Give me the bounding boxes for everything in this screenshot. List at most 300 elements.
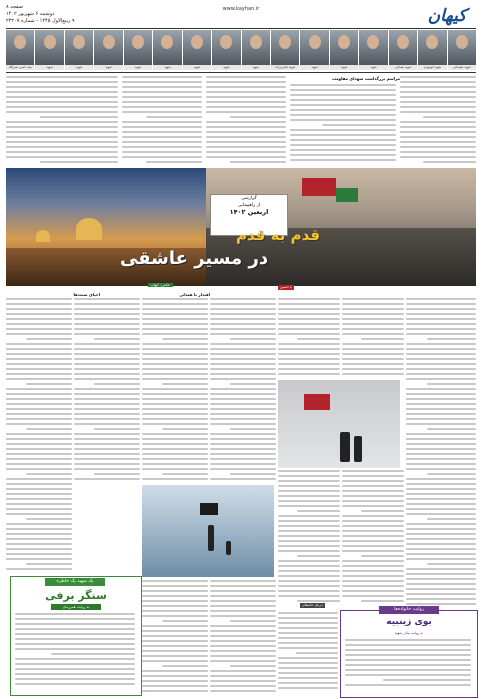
text-line — [206, 91, 286, 93]
text-line — [406, 343, 476, 345]
text-line — [406, 503, 476, 505]
text-line — [74, 333, 140, 335]
text-line — [26, 518, 72, 520]
text-line — [206, 86, 286, 88]
text-line — [342, 540, 404, 542]
text-line — [210, 645, 276, 647]
text-line — [406, 538, 476, 540]
martyr-portrait — [183, 30, 211, 70]
text-line — [210, 333, 276, 335]
text-line — [290, 109, 396, 111]
text-line — [290, 159, 396, 161]
text-line — [122, 156, 202, 158]
text-line — [278, 495, 340, 497]
portrait-face — [456, 35, 468, 49]
text-line — [345, 644, 471, 646]
text-line — [297, 338, 340, 340]
text-column — [210, 580, 276, 695]
text-line — [342, 495, 404, 497]
text-line — [142, 298, 208, 300]
text-line — [122, 126, 202, 128]
text-line — [210, 393, 276, 395]
text-line — [230, 428, 276, 430]
text-line — [400, 101, 476, 103]
text-line — [210, 443, 276, 445]
text-line — [74, 468, 140, 470]
text-line — [210, 610, 276, 612]
text-line — [142, 685, 208, 687]
martyr-portrait — [271, 30, 299, 70]
text-line — [406, 388, 476, 390]
text-line — [210, 323, 276, 325]
text-line — [406, 573, 476, 575]
text-line — [142, 373, 208, 375]
text-line — [142, 453, 208, 455]
text-line — [122, 91, 202, 93]
text-line — [278, 682, 338, 684]
text-line — [427, 473, 476, 475]
hero-headline-1: قدم به قدم — [236, 226, 321, 244]
text-line — [290, 89, 396, 91]
text-line — [278, 363, 340, 365]
martyr-portrait — [330, 30, 358, 70]
text-line — [278, 612, 338, 614]
text-line — [74, 423, 140, 425]
text-line — [6, 313, 72, 315]
text-line — [142, 625, 208, 627]
text-line — [297, 510, 340, 512]
text-line — [400, 76, 476, 78]
kids-caption: با حسین — [280, 285, 293, 289]
text-line — [406, 583, 476, 585]
site-url[interactable]: www.kayhan.ir — [222, 6, 260, 12]
text-line — [74, 443, 140, 445]
text-line — [278, 318, 340, 320]
text-line — [74, 403, 140, 405]
portrait-face — [250, 35, 262, 49]
text-line — [74, 458, 140, 460]
text-line — [400, 106, 476, 108]
text-line — [361, 338, 404, 340]
text-line — [122, 76, 202, 78]
text-line — [15, 618, 135, 620]
text-line — [210, 298, 276, 300]
text-line — [278, 667, 338, 669]
text-line — [142, 655, 208, 657]
purple-box-banner: روایت خانواده‌ها — [379, 606, 439, 614]
text-line — [210, 660, 276, 662]
text-line — [400, 136, 476, 138]
martyr-portrait — [418, 30, 446, 70]
text-line — [6, 533, 72, 535]
text-line — [142, 388, 208, 390]
text-line — [400, 131, 476, 133]
text-line — [122, 81, 202, 83]
text-line — [230, 473, 276, 475]
ya-hussein-flag — [304, 394, 330, 410]
text-line — [406, 578, 476, 580]
text-line — [406, 598, 476, 600]
text-line — [142, 393, 208, 395]
text-line — [210, 463, 276, 465]
text-line — [6, 348, 72, 350]
text-line — [278, 368, 340, 370]
portrait-rule — [6, 72, 476, 73]
text-line — [94, 383, 140, 385]
text-line — [290, 114, 396, 116]
text-line — [74, 353, 140, 355]
text-column — [342, 298, 404, 378]
text-line — [278, 642, 338, 644]
text-line — [6, 448, 72, 450]
text-line — [278, 590, 340, 592]
text-line — [342, 560, 404, 562]
text-line — [345, 659, 471, 661]
text-line — [15, 658, 135, 660]
text-line — [122, 141, 202, 143]
text-line — [210, 453, 276, 455]
portrait-caption: شهید — [300, 65, 328, 70]
text-line — [278, 530, 340, 532]
text-line — [210, 625, 276, 627]
text-line — [406, 453, 476, 455]
text-line — [6, 343, 72, 345]
text-line — [142, 433, 208, 435]
text-line — [210, 303, 276, 305]
portrait-face — [367, 35, 379, 49]
text-line — [406, 478, 476, 480]
text-line — [278, 637, 338, 639]
text-line — [406, 303, 476, 305]
text-line — [406, 533, 476, 535]
text-line — [6, 553, 72, 555]
text-line — [210, 650, 276, 652]
text-line — [206, 81, 286, 83]
text-line — [206, 121, 286, 123]
text-line — [210, 635, 276, 637]
text-line — [15, 683, 135, 685]
text-line — [230, 338, 276, 340]
text-line — [342, 570, 404, 572]
text-line — [26, 473, 72, 475]
text-line — [406, 448, 476, 450]
text-line — [210, 388, 276, 390]
text-line — [142, 468, 208, 470]
text-line — [6, 408, 72, 410]
martyr-portrait — [242, 30, 270, 70]
text-line — [74, 408, 140, 410]
text-line — [400, 81, 476, 83]
text-line — [278, 622, 338, 624]
text-line — [278, 353, 340, 355]
text-line — [142, 353, 208, 355]
text-line — [230, 383, 276, 385]
portrait-caption: شهید — [359, 65, 387, 70]
text-line — [278, 540, 340, 542]
text-line — [6, 86, 118, 88]
text-line — [6, 388, 72, 390]
text-line — [94, 428, 140, 430]
text-line — [210, 308, 276, 310]
text-line — [6, 76, 118, 78]
text-line — [6, 146, 118, 148]
text-line — [342, 590, 404, 592]
text-line — [6, 523, 72, 525]
text-line — [342, 525, 404, 527]
text-line — [15, 613, 135, 615]
text-line — [342, 318, 404, 320]
text-line — [210, 458, 276, 460]
text-line — [406, 588, 476, 590]
text-line — [74, 388, 140, 390]
text-column — [290, 84, 396, 166]
martyr-portrait — [153, 30, 181, 70]
portrait-caption: شهید — [124, 65, 152, 70]
text-line — [6, 483, 72, 485]
text-line — [162, 383, 208, 385]
shrine-dome — [36, 230, 50, 242]
text-line — [342, 368, 404, 370]
text-line — [122, 151, 202, 153]
text-line — [74, 418, 140, 420]
text-line — [278, 672, 338, 674]
text-line — [142, 333, 208, 335]
flagbearer-silhouette — [208, 525, 214, 551]
text-line — [345, 649, 471, 651]
text-line — [6, 463, 72, 465]
text-line — [6, 126, 118, 128]
text-line — [74, 453, 140, 455]
text-line — [210, 348, 276, 350]
text-line — [122, 106, 202, 108]
text-line — [6, 403, 72, 405]
text-line — [400, 156, 476, 158]
text-line — [206, 126, 286, 128]
text-line — [400, 146, 476, 148]
text-line — [278, 687, 338, 689]
text-line — [406, 443, 476, 445]
text-line — [210, 418, 276, 420]
portrait-caption: شهید ابومهدی — [418, 65, 446, 70]
text-line — [6, 538, 72, 540]
text-line — [342, 565, 404, 567]
text-line — [74, 463, 140, 465]
text-line — [6, 353, 72, 355]
text-line — [6, 363, 72, 365]
text-column — [278, 298, 340, 378]
text-line — [406, 368, 476, 370]
portrait-face — [161, 35, 173, 49]
photo-credit: عکس: کیهان — [148, 283, 173, 287]
text-line — [142, 605, 208, 607]
text-line — [6, 443, 72, 445]
text-line — [26, 428, 72, 430]
text-line — [297, 555, 340, 557]
text-line — [230, 665, 276, 667]
portrait-face — [44, 35, 56, 49]
text-line — [342, 353, 404, 355]
portrait-caption: شهید فخری‌زاده — [271, 65, 299, 70]
shrine-dome — [76, 218, 102, 240]
text-line — [278, 500, 340, 502]
text-line — [6, 121, 118, 123]
text-line — [406, 403, 476, 405]
text-line — [74, 303, 140, 305]
text-line — [74, 398, 140, 400]
text-line — [406, 568, 476, 570]
text-line — [342, 505, 404, 507]
text-line — [122, 101, 202, 103]
text-line — [6, 568, 72, 570]
text-line — [26, 383, 72, 385]
text-line — [142, 443, 208, 445]
text-line — [122, 121, 202, 123]
text-line — [206, 146, 286, 148]
text-line — [206, 106, 286, 108]
martyr-memory-box — [10, 576, 142, 696]
text-line — [6, 136, 118, 138]
text-line — [406, 468, 476, 470]
text-line — [142, 348, 208, 350]
text-line — [406, 318, 476, 320]
text-line — [278, 343, 340, 345]
text-line — [400, 126, 476, 128]
text-line — [6, 373, 72, 375]
text-line — [74, 478, 140, 480]
text-line — [6, 106, 118, 108]
text-line — [342, 343, 404, 345]
text-line — [278, 550, 340, 552]
text-line — [142, 343, 208, 345]
text-line — [206, 96, 286, 98]
text-line — [290, 119, 396, 121]
wader-silhouette — [226, 541, 231, 555]
text-line — [6, 323, 72, 325]
martyr-portrait — [124, 30, 152, 70]
sea-caption: دریای عاشقان — [302, 603, 323, 607]
martyr-portrait — [359, 30, 387, 70]
date-line-2: ۹ ربیع‌الاول ۱۴۴۵ - شماره ۲۳۲۰۷ — [6, 18, 75, 24]
text-column — [278, 612, 338, 695]
text-line — [427, 428, 476, 430]
text-line — [342, 348, 404, 350]
text-line — [210, 343, 276, 345]
black-flag — [200, 503, 218, 515]
purple-box-title: بوی زینبیه — [386, 617, 432, 627]
text-line — [142, 303, 208, 305]
text-line — [210, 378, 276, 380]
text-line — [6, 333, 72, 335]
text-line — [400, 91, 476, 93]
text-line — [162, 473, 208, 475]
text-line — [278, 595, 340, 597]
text-line — [74, 308, 140, 310]
text-line — [6, 453, 72, 455]
text-line — [278, 328, 340, 330]
text-column — [74, 298, 140, 483]
text-line — [278, 647, 338, 649]
text-line — [142, 640, 208, 642]
text-line — [342, 373, 404, 375]
text-line — [406, 378, 476, 380]
text-line — [74, 438, 140, 440]
portrait-face — [279, 35, 291, 49]
text-line — [406, 308, 476, 310]
text-line — [406, 553, 476, 555]
text-line — [278, 348, 340, 350]
portrait-caption: شهید — [242, 65, 270, 70]
portrait-caption: شهید — [183, 65, 211, 70]
portrait-caption: شهید سلیمانی — [448, 65, 476, 70]
text-line — [142, 463, 208, 465]
text-line — [210, 595, 276, 597]
text-line — [210, 478, 276, 480]
text-line — [406, 408, 476, 410]
walker-silhouette — [340, 432, 350, 462]
text-line — [278, 480, 340, 482]
text-line — [278, 657, 338, 659]
text-line — [342, 485, 404, 487]
portrait-face — [426, 35, 438, 49]
text-line — [406, 488, 476, 490]
hero-headline-2: در مسیر عاشقی — [120, 248, 269, 269]
text-line — [210, 373, 276, 375]
text-line — [210, 363, 276, 365]
text-line — [278, 505, 340, 507]
text-line — [6, 438, 72, 440]
text-line — [383, 679, 471, 681]
text-line — [122, 86, 202, 88]
text-column — [342, 470, 404, 608]
text-line — [423, 161, 476, 163]
text-line — [142, 590, 208, 592]
martyr-portrait — [212, 30, 240, 70]
text-line — [142, 363, 208, 365]
text-line — [342, 490, 404, 492]
text-line — [290, 94, 396, 96]
text-line — [6, 528, 72, 530]
text-line — [74, 318, 140, 320]
text-line — [406, 373, 476, 375]
text-line — [406, 333, 476, 335]
text-line — [278, 490, 340, 492]
text-line — [322, 124, 396, 126]
portrait-face — [191, 35, 203, 49]
text-line — [142, 478, 208, 480]
text-line — [15, 643, 135, 645]
text-line — [6, 151, 118, 153]
text-line — [278, 535, 340, 537]
text-line — [74, 373, 140, 375]
text-line — [142, 358, 208, 360]
text-line — [15, 673, 135, 675]
masthead-rule — [6, 28, 476, 29]
text-column — [142, 298, 208, 483]
text-line — [142, 403, 208, 405]
text-line — [342, 328, 404, 330]
text-line — [6, 91, 118, 93]
text-line — [210, 685, 276, 687]
text-line — [342, 580, 404, 582]
text-line — [278, 617, 338, 619]
text-line — [210, 680, 276, 682]
kicker-line-1: گزارشی — [241, 196, 257, 201]
text-line — [342, 323, 404, 325]
text-line — [6, 423, 72, 425]
text-line — [15, 633, 135, 635]
portrait-face — [103, 35, 115, 49]
top-story-headline: مراسم بزرگداشت شهدای مقاومت — [331, 76, 400, 81]
